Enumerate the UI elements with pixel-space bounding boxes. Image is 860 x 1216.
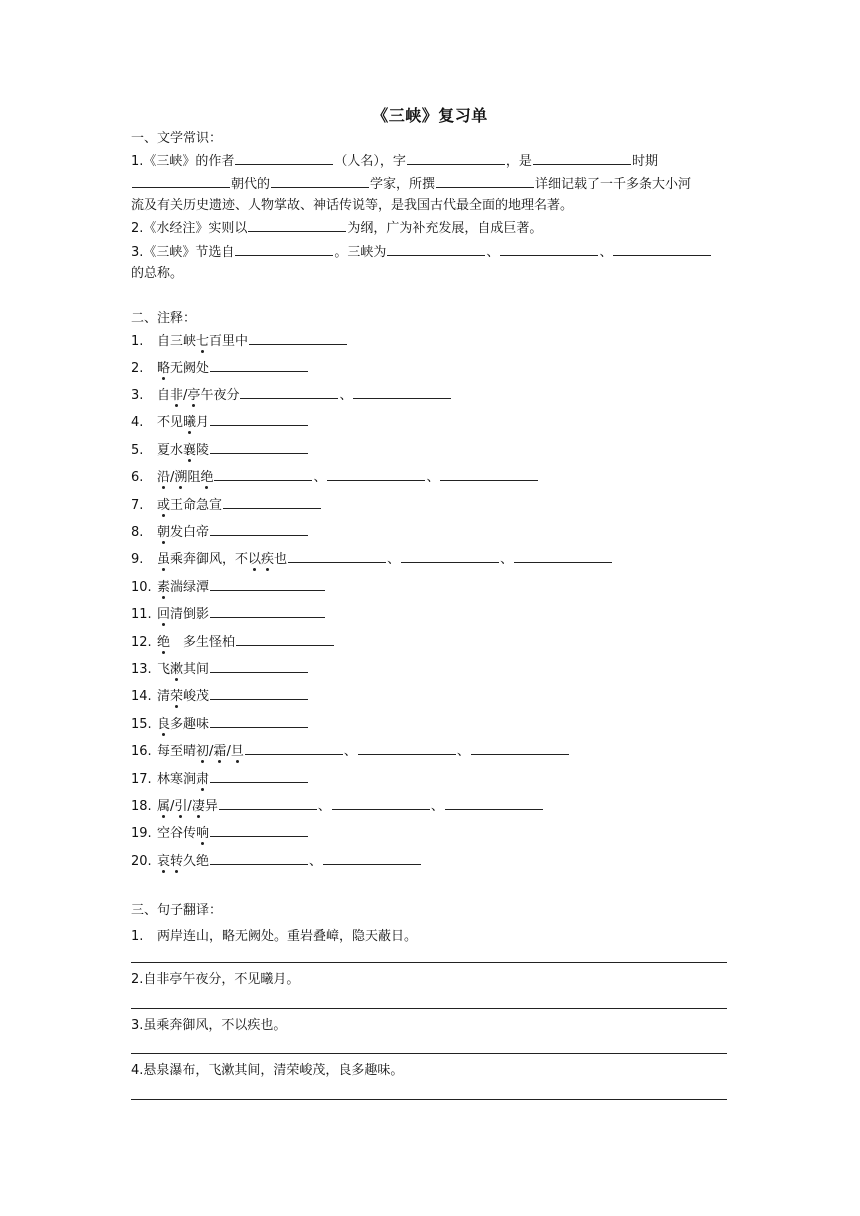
translation-line-2[interactable] (131, 1008, 727, 1009)
note-item: 16. 每至晴初/霜/旦 、 、 (131, 740, 570, 762)
emphasis-char: 襄 (183, 443, 197, 458)
blank-courtesy-name[interactable] (407, 150, 505, 165)
q1-text-e: 朝代的 (231, 177, 271, 192)
note-item: 9. 虽乘奔御风，不以疾也 、 、 (131, 548, 613, 570)
note-item: 5. 夏水襄陵 (131, 439, 309, 461)
question-1-line-1 (131, 150, 658, 172)
answer-blank[interactable] (214, 466, 312, 481)
emphasis-char: 非 (170, 388, 184, 403)
emphasis-char: 漱 (170, 662, 184, 677)
emphasis-char: 沿 (157, 470, 171, 485)
emphasis-char: 旦 (230, 744, 244, 759)
answer-blank[interactable] (210, 439, 308, 454)
emphasis-char: 霜 (213, 744, 227, 759)
emphasis-char: 亭 (187, 388, 201, 403)
blank-period[interactable] (533, 150, 631, 165)
question-1-line-3: 流及有关历史遗迹、人物掌故、神话传说等，是我国古代最全面的地理名著。 (131, 198, 574, 213)
answer-blank[interactable] (514, 548, 612, 563)
answer-blank[interactable] (440, 466, 538, 481)
answer-blank[interactable] (332, 795, 430, 810)
sentence-4: 4.悬泉瀑布，飞漱其间，清荣峻茂，良多趣味。 (131, 1063, 404, 1078)
emphasis-char: 凄 (191, 799, 205, 814)
emphasis-char: 曦 (183, 415, 197, 430)
note-item: 11. 回清倒影 (131, 603, 326, 625)
answer-blank[interactable] (245, 740, 343, 755)
note-item: 7. 或王命急宣 (131, 494, 322, 516)
emphasis-char: 转 (170, 854, 184, 869)
emphasis-char: 良 (157, 717, 171, 732)
answer-blank[interactable] (353, 384, 451, 399)
note-item: 15. 良多趣味 (131, 713, 309, 735)
answer-blank[interactable] (236, 631, 334, 646)
answer-blank[interactable] (223, 494, 321, 509)
q3-text-a: 3.《三峡》节选自 (131, 245, 235, 260)
question-3-line-2: 的总称。 (131, 266, 184, 281)
answer-blank[interactable] (210, 822, 308, 837)
q1-text-g: 详细记载了一千多条大小河 (535, 177, 692, 192)
blank-q2[interactable] (248, 217, 346, 232)
blank-gorge-1[interactable] (387, 241, 485, 256)
note-item: 12. 绝 多生怪柏 (131, 631, 335, 653)
emphasis-char: 或 (157, 498, 171, 513)
emphasis-char: 回 (157, 607, 171, 622)
emphasis-char: 绝 (200, 470, 214, 485)
note-item: 18. 属/引/凄异 、 、 (131, 795, 544, 817)
note-item: 3. 自非/亭午夜分 、 (131, 384, 452, 406)
note-item: 8. 朝发白帝 (131, 521, 309, 543)
q3-text-b: 。三峡为 (334, 245, 387, 260)
blank-author[interactable] (235, 150, 333, 165)
translation-line-1[interactable] (131, 962, 727, 963)
q1-text-f: 学家，所撰 (370, 177, 436, 192)
note-item: 6. 沿/溯阻绝 、 、 (131, 466, 539, 488)
answer-blank[interactable] (210, 713, 308, 728)
sentence-3: 3.虽乘奔御风，不以疾也。 (131, 1018, 287, 1033)
q1-text-a: 1.《三峡》的作者 (131, 154, 235, 169)
note-item: 10. 素湍绿潭 (131, 576, 326, 598)
answer-blank[interactable] (210, 576, 325, 591)
blank-dynasty[interactable] (132, 173, 230, 188)
q1-text-c: ，是 (505, 154, 532, 169)
emphasis-char: 引 (174, 799, 188, 814)
emphasis-char: 绝 (157, 635, 171, 650)
blank-gorge-2[interactable] (500, 241, 598, 256)
note-item: 20. 哀转久绝 、 (131, 850, 422, 872)
emphasis-char: 肃 (196, 772, 210, 787)
section-1-heading: 一、文学常识： (131, 131, 223, 146)
answer-blank[interactable] (210, 850, 308, 865)
section-2-heading: 二、注释： (131, 311, 197, 326)
emphasis-char: 略 (157, 361, 171, 376)
q1-text-d: 时期 (631, 154, 658, 169)
answer-blank[interactable] (210, 521, 308, 536)
emphasis-char: 哀 (157, 854, 171, 869)
sentence-2: 2.自非亭午夜分，不见曦月。 (131, 972, 300, 987)
answer-blank[interactable] (288, 548, 386, 563)
answer-blank[interactable] (210, 411, 308, 426)
q1-text-b: （人名），字 (334, 154, 406, 169)
q2-text-a: 2.《水经注》实则以 (131, 221, 248, 236)
emphasis-char: 以 (248, 552, 262, 567)
translation-line-4[interactable] (131, 1099, 727, 1100)
note-item: 14. 清荣峻茂 (131, 685, 309, 707)
blank-field[interactable] (271, 173, 369, 188)
emphasis-char: 朝 (157, 525, 171, 540)
emphasis-char: 荣 (170, 689, 184, 704)
note-item: 13. 飞漱其间 (131, 658, 309, 680)
blank-gorge-3[interactable] (613, 241, 711, 256)
emphasis-char: 属 (157, 799, 171, 814)
answer-blank[interactable] (210, 658, 308, 673)
answer-blank[interactable] (401, 548, 499, 563)
answer-blank[interactable] (323, 850, 421, 865)
question-2 (131, 217, 542, 239)
emphasis-char: 素 (157, 580, 171, 595)
page-title: 《三峡》复习单 (372, 106, 488, 125)
q2-text-b: 为纲，广为补充发展，自成巨著。 (347, 221, 543, 236)
section-3-heading: 三、句子翻译： (131, 903, 223, 918)
note-item: 2. 略无阙处 (131, 357, 309, 379)
answer-blank[interactable] (210, 357, 308, 372)
answer-blank[interactable] (210, 768, 308, 783)
note-item: 19. 空谷传响 (131, 822, 309, 844)
question-3-line-1: 3.《三峡》节选自 。三峡为 、 、 (131, 241, 712, 263)
answer-blank[interactable] (210, 603, 325, 618)
answer-blank[interactable] (471, 740, 569, 755)
emphasis-char: 初 (196, 744, 210, 759)
emphasis-char: 溯 (174, 470, 188, 485)
answer-blank[interactable] (240, 384, 338, 399)
answer-blank[interactable] (249, 330, 347, 345)
emphasis-char: 响 (196, 826, 210, 841)
answer-blank[interactable] (445, 795, 543, 810)
note-item: 4. 不见曦月 (131, 411, 309, 433)
translation-line-3[interactable] (131, 1053, 727, 1054)
blank-q3-source[interactable] (235, 241, 333, 256)
answer-blank[interactable] (327, 466, 425, 481)
blank-book[interactable] (436, 173, 534, 188)
emphasis-char: 七 (196, 334, 210, 349)
question-1-line-2 (131, 173, 691, 195)
answer-blank[interactable] (219, 795, 317, 810)
sentence-1: 1. 两岸连山，略无阙处。重岩叠嶂，隐天蔽日。 (131, 929, 418, 944)
answer-blank[interactable] (358, 740, 456, 755)
emphasis-char: 疾 (261, 552, 275, 567)
answer-blank[interactable] (210, 685, 308, 700)
emphasis-char: 虽 (157, 552, 171, 567)
note-item: 17. 林寒涧肃 (131, 768, 309, 790)
note-item: 1. 自三峡七百里中 (131, 330, 348, 352)
